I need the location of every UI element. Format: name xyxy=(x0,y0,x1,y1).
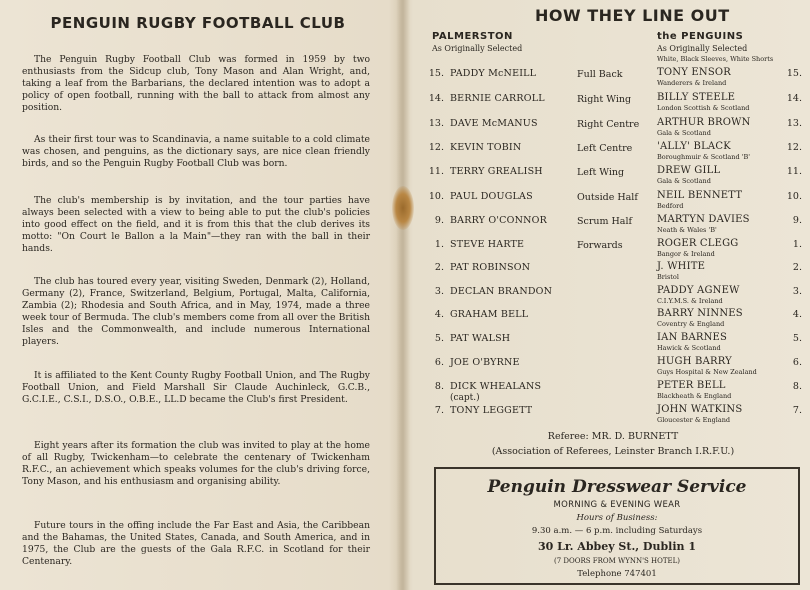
home-player-number: 7. xyxy=(434,405,444,416)
lineup-page xyxy=(420,0,806,590)
lineup-row xyxy=(420,285,806,309)
away-player-name: MARTYN DAVIES xyxy=(657,214,750,225)
position: Left Wing xyxy=(577,167,625,178)
away-player-name: DREW GILL xyxy=(657,165,721,176)
referee: Referee: MR. D. BURNETT xyxy=(547,431,679,442)
lineup-row xyxy=(420,92,806,116)
away-player-club: Gala & Scotland xyxy=(657,177,711,185)
position: Right Centre xyxy=(577,119,640,130)
lineup-row xyxy=(420,308,806,332)
away-player-club: Bedford xyxy=(657,202,684,210)
position: Scrum Half xyxy=(577,216,633,227)
lineup-row xyxy=(420,380,806,404)
away-player-number: 9. xyxy=(792,215,802,226)
home-player-name: PAT WALSH xyxy=(450,333,511,344)
away-player-name: PETER BELL xyxy=(657,380,726,391)
home-player-name: DECLAN BRANDON xyxy=(450,286,553,297)
position: Left Centre xyxy=(577,143,633,154)
away-player-name: NEIL BENNETT xyxy=(657,190,743,201)
history-paragraph-6: Eight years after its formation the club was invited to play at the home of all Rugby, Twickenham—to celebrate the centenary of Twickenham R.F.C., an achievement which speaks volumes for the club's driving force, Tony Mason, and his enthusiasm and organising ability. xyxy=(22,440,370,487)
home-player-number: 2. xyxy=(434,262,444,273)
away-player-name: BARRY NINNES xyxy=(657,308,743,319)
rust-stain xyxy=(392,186,414,230)
advert-title: Penguin Dresswear Service xyxy=(487,477,747,497)
history-paragraph-4: The club has toured every year, visiting Sweden, Denmark (2), Holland, Germany (2), France, Switzerland, Belgium, Portugal, Malta, California, Zambia (2); Rhodesia and South Africa, and in May, 1974, made a three week tour of Bermuda. The club's members come from all over the British Isles and the Commonwealth, and include numerous International players. xyxy=(22,276,370,347)
lineup-row xyxy=(420,117,806,141)
away-player-number: 6. xyxy=(792,357,802,368)
home-player-name: DICK WHEALANS xyxy=(450,381,542,392)
home-player-number: 15. xyxy=(428,68,444,79)
home-player-number: 9. xyxy=(434,215,444,226)
away-player-number: 7. xyxy=(792,405,802,416)
history-paragraph-3: The club's membership is by invitation, and the tour parties have always been selected with a view to being able to put the club's policies into good effect on the field, and it is from this that the club derives its motto: "On Court le Ballon a la Main"—they ran with the ball in their hands. xyxy=(22,195,370,254)
lineup-row xyxy=(420,165,806,189)
advert-address: 30 Lr. Abbey St., Dublin 1 xyxy=(537,540,697,553)
away-team-note: As Originally Selected xyxy=(657,44,748,53)
home-player-number: 14. xyxy=(428,93,444,104)
home-player-number: 6. xyxy=(434,357,444,368)
home-player-number: 10. xyxy=(428,191,444,202)
advert-location-note: (7 DOORS FROM WYNN'S HOTEL) xyxy=(553,557,681,565)
position: Full Back xyxy=(577,69,623,80)
history-paragraph-7: Future tours in the offing include the Far East and Asia, the Caribbean and the Bahamas, the United States, Canada, and South America, and in 1975, the Club are the guests of the Gala R.F.C. in Scotland for their Centenary. xyxy=(22,520,370,567)
away-player-name: IAN BARNES xyxy=(657,332,728,343)
away-player-number: 11. xyxy=(786,166,802,177)
lineup-row xyxy=(420,332,806,356)
home-player-number: 3. xyxy=(434,286,444,297)
away-player-number: 3. xyxy=(792,286,802,297)
away-player-name: HUGH BARRY xyxy=(657,356,732,367)
home-player-name: BARRY O'CONNOR xyxy=(450,215,547,226)
home-player-number: 13. xyxy=(428,118,444,129)
away-player-club: Gloucester & England xyxy=(657,416,731,424)
home-player-name: PAUL DOUGLAS xyxy=(450,191,533,202)
away-player-name: BILLY STEELE xyxy=(657,92,736,103)
advert-hours: 9.30 a.m. — 6 p.m. including Saturdays xyxy=(531,526,703,536)
advert-telephone: Telephone 747401 xyxy=(577,569,657,579)
away-player-name: PADDY AGNEW xyxy=(657,285,740,296)
home-player-name: GRAHAM BELL xyxy=(450,309,529,320)
away-player-number: 14. xyxy=(786,93,802,104)
home-player-name: TONY LEGGETT xyxy=(450,405,533,416)
home-player-number: 1. xyxy=(434,239,444,250)
referee-association: (Association of Referees, Leinster Branch I.R.F.U.) xyxy=(491,446,735,457)
lineup-row xyxy=(420,356,806,380)
away-player-number: 1. xyxy=(792,239,802,250)
home-player-number: 4. xyxy=(434,309,444,320)
lineup-title: HOW THEY LINE OUT xyxy=(535,6,730,25)
away-player-club: Gala & Scotland xyxy=(657,129,711,137)
history-paragraph-1: The Penguin Rugby Football Club was formed in 1959 by two enthusiasts from the Sidcup club, Tony Mason and Alan Wright, and, taking a leaf from the Barbarians, the declared intention was to adopt a policy of open football, running with the ball to attack from almost any position. xyxy=(22,54,370,113)
advert-subtitle: MORNING & EVENING WEAR xyxy=(553,500,681,510)
home-player-name: KEVIN TOBIN xyxy=(450,142,522,153)
position: Forwards xyxy=(577,240,623,251)
history-paragraph-2: As their first tour was to Scandinavia, a name suitable to a cold climate was chosen, and penguins, as the dictionary says, are nice clean friendly birds, and so the Penguin Rugby Football Club was born. xyxy=(22,134,370,169)
home-player-name: PAT ROBINSON xyxy=(450,262,531,273)
dresswear-advert xyxy=(434,467,800,585)
away-player-club: London Scottish & Scotland xyxy=(657,104,750,112)
away-player-number: 5. xyxy=(792,333,802,344)
away-player-name: JOHN WATKINS xyxy=(657,404,743,415)
page-title: PENGUIN RUGBY FOOTBALL CLUB xyxy=(50,14,346,32)
captain-note: (capt.) xyxy=(450,393,480,403)
away-player-number: 2. xyxy=(792,262,802,273)
away-player-club: Blackheath & England xyxy=(657,392,732,400)
away-player-name: ARTHUR BROWN xyxy=(657,117,751,128)
home-player-name: BERNIE CARROLL xyxy=(450,93,545,104)
away-player-club: Hawick & Scotland xyxy=(657,344,721,352)
home-player-name: TERRY GREALISH xyxy=(450,166,543,177)
away-player-number: 8. xyxy=(792,381,802,392)
away-player-club: Boroughmuir & Scotland 'B' xyxy=(657,153,751,161)
position: Outside Half xyxy=(577,192,638,203)
home-player-name: PADDY McNEILL xyxy=(450,68,537,79)
away-player-club: Neath & Wales 'B' xyxy=(657,226,717,234)
lineup-row xyxy=(420,190,806,214)
away-player-name: J. WHITE xyxy=(657,261,706,272)
away-player-number: 13. xyxy=(786,118,802,129)
home-player-name: DAVE McMANUS xyxy=(450,118,538,129)
away-player-club: Coventry & England xyxy=(657,320,725,328)
club-history-page xyxy=(12,0,384,590)
away-player-number: 15. xyxy=(786,68,802,79)
lineup-row xyxy=(420,261,806,285)
lineup-row xyxy=(420,141,806,165)
away-player-name: ROGER CLEGG xyxy=(657,238,739,249)
away-player-club: Guys Hospital & New Zealand xyxy=(657,368,757,376)
centre-fold xyxy=(396,0,410,590)
home-team-name: PALMERSTON xyxy=(432,31,513,42)
lineup-row xyxy=(420,214,806,238)
away-player-number: 12. xyxy=(786,142,802,153)
away-player-club: C.I.Y.M.S. & Ireland xyxy=(657,297,723,305)
away-player-name: TONY ENSOR xyxy=(657,67,732,78)
home-team-note: As Originally Selected xyxy=(432,44,523,53)
position: Right Wing xyxy=(577,94,632,105)
away-player-name: 'ALLY' BLACK xyxy=(657,141,731,152)
lineup-row xyxy=(420,404,806,428)
home-player-name: STEVE HARTE xyxy=(450,239,525,250)
lineup-row xyxy=(420,238,806,262)
away-player-club: Bristol xyxy=(657,273,679,281)
away-team-name: the PENGUINS xyxy=(657,31,744,42)
home-player-number: 8. xyxy=(434,381,444,392)
away-player-club: Wanderers & Ireland xyxy=(657,79,727,87)
home-player-number: 11. xyxy=(428,166,444,177)
away-player-club: Bangor & Ireland xyxy=(657,250,715,258)
away-player-number: 10. xyxy=(786,191,802,202)
home-player-number: 12. xyxy=(428,142,444,153)
lineup-row xyxy=(420,67,806,91)
home-player-number: 5. xyxy=(434,333,444,344)
away-team-kit: White, Black Sleeves, White Shorts xyxy=(657,55,774,63)
home-player-name: JOE O'BYRNE xyxy=(450,357,520,368)
history-paragraph-5: It is affiliated to the Kent County Rugby Football Union, and The Rugby Football Union, and Field Marshall Sir Claude Auchinleck, G.C.B., G.C.I.E., C.S.I., D.S.O., O.B.E., LL.D became the Club's first President. xyxy=(22,370,370,405)
away-player-number: 4. xyxy=(792,309,802,320)
advert-hours-label: Hours of Business: xyxy=(576,513,658,523)
